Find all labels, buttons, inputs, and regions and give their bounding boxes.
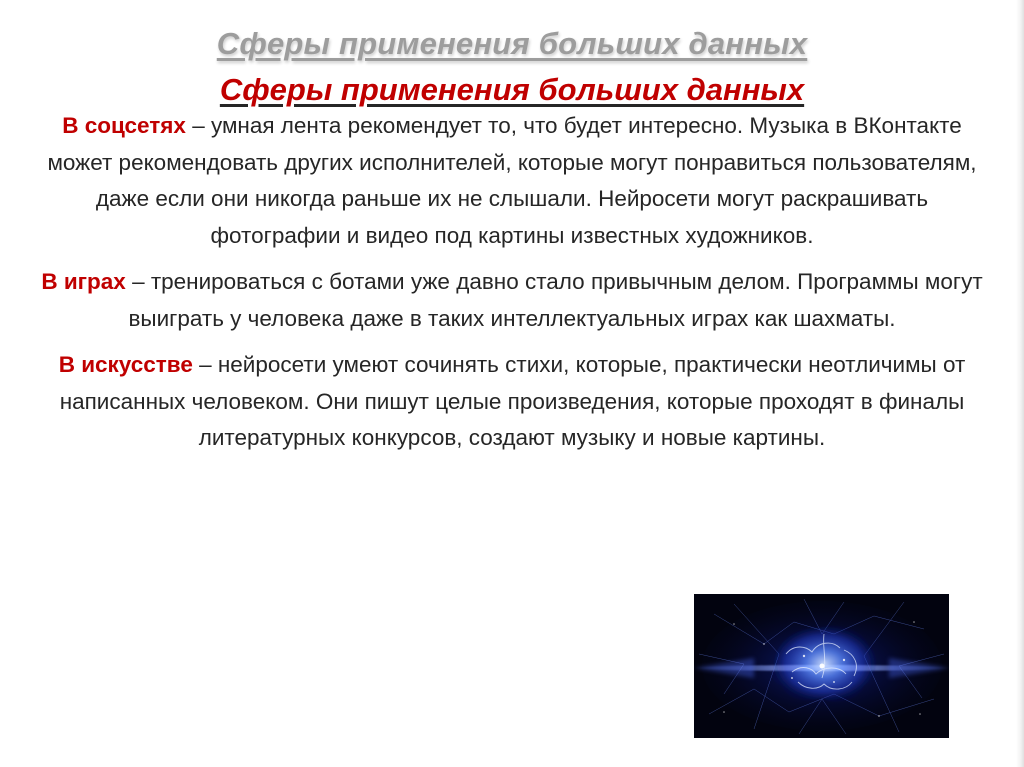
keyword-art: В искусстве [58, 352, 193, 377]
paragraph-art [40, 347, 984, 457]
paragraph-social-text: – умная лента рекомендует то, что будет интересно. Музыка в ВКонтакте может рекомендовать других исполнителей, которые могут понравиться пользователям, даже если они никогда раньше их не слышали. Нейросети могут раскрашивать фотографии и видео под картины известных художников. [47, 113, 977, 248]
slide-edge-shadow [1016, 0, 1024, 767]
paragraph-art-text: – нейросети умеют сочинять стихи, которые, практически неотличимы от написанных человеком. Они пишут целые произведения, которые проходят в финалы литературных конкурсов, создают музыку и новые картины. [59, 352, 966, 450]
glowing-brain-network-image [694, 594, 949, 738]
paragraph-games-text: – тренироваться с ботами уже давно стало привычным делом. Программы могут выиграть у человека даже в таких интеллектуальных играх как шахматы. [125, 269, 983, 331]
paragraph-social [40, 108, 984, 254]
slide-title: Сферы применения больших данных [219, 72, 805, 107]
ghost-title: Сферы применения больших данных [216, 26, 808, 61]
keyword-games: В играх [41, 269, 126, 294]
paragraph-games [40, 264, 984, 337]
body-text [40, 108, 984, 467]
keyword-social: В соцсетях [62, 113, 186, 138]
